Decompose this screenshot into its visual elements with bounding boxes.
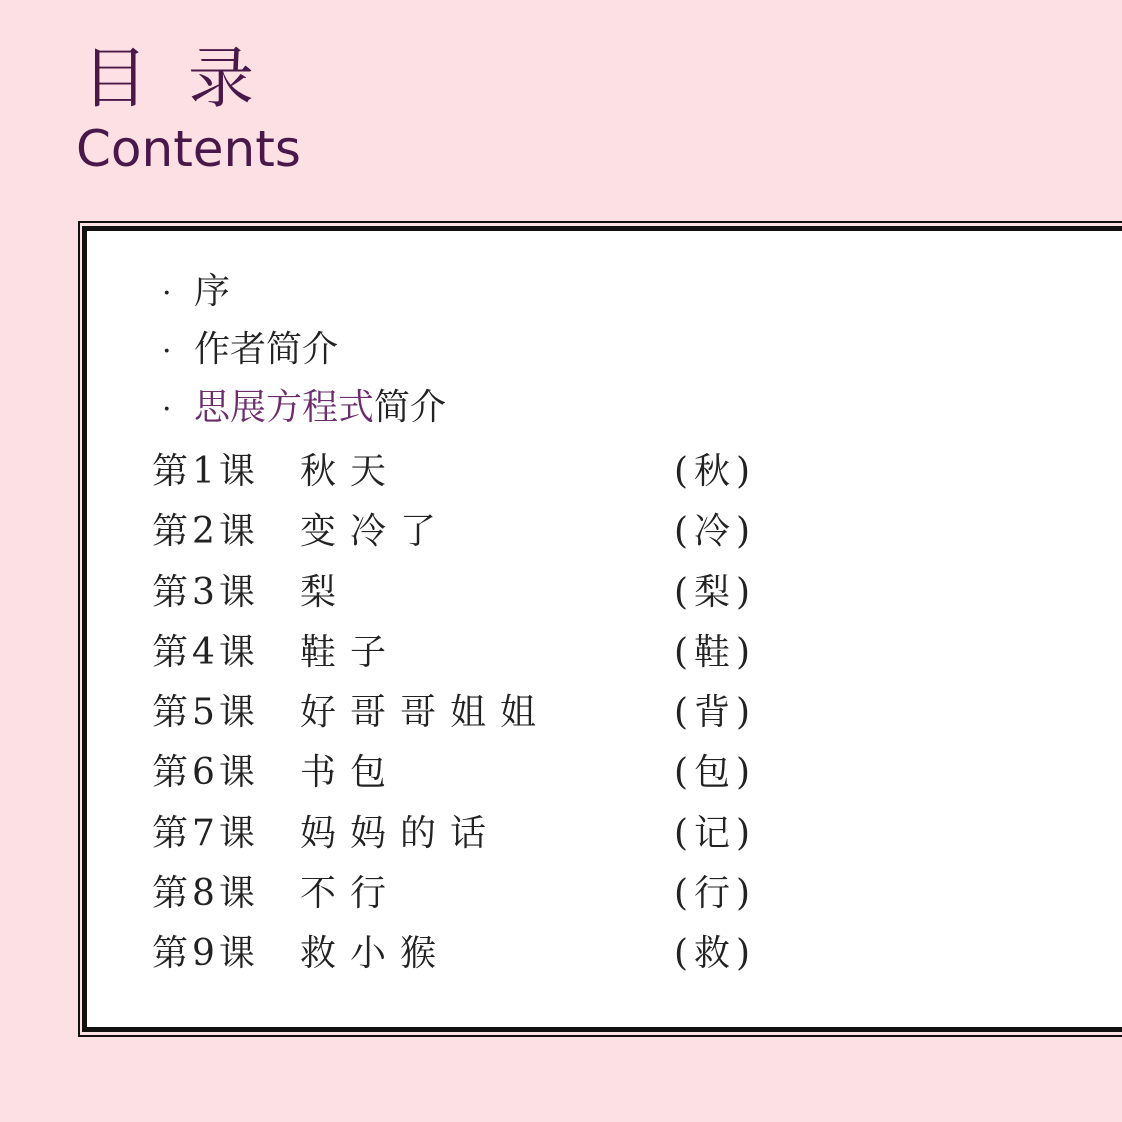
lesson-row-4[interactable] [152,629,792,689]
lesson-key-character: (行) [674,873,757,915]
lesson-title: 鞋子 [300,631,401,673]
lesson-list [152,448,792,991]
lesson-number: 第3课 [152,571,259,613]
page-title-english: Contents [76,120,301,178]
lesson-title: 妈妈的话 [300,812,501,854]
intro-item-method[interactable] [162,386,446,444]
lesson-title: 梨 [300,571,351,613]
lesson-row-3[interactable] [152,569,792,629]
lesson-number: 第9课 [152,933,259,975]
lesson-title: 书包 [300,752,401,794]
lesson-number: 第5课 [152,692,259,734]
lesson-row-7[interactable] [152,810,792,870]
lesson-row-8[interactable] [152,870,792,930]
intro-item-label: 简介 [374,387,447,428]
lesson-number: 第7课 [152,812,259,854]
intro-list [162,270,446,444]
intro-item-accent: 思展方程式 [194,387,375,428]
lesson-title: 好哥哥姐姐 [300,692,551,734]
page-title-chinese: 目录 [82,40,294,117]
lesson-key-character: (鞋) [674,631,757,673]
lesson-row-5[interactable] [152,689,792,749]
lesson-number: 第4课 [152,631,259,673]
lesson-number: 第1课 [152,451,259,492]
lesson-row-6[interactable] [152,749,792,809]
bullet-dot: · [162,392,172,427]
intro-item-label: 作者简介 [194,329,339,370]
lesson-key-character: (冷) [674,511,757,553]
lesson-row-1[interactable] [152,448,792,508]
lesson-key-character: (救) [674,933,757,975]
lesson-title: 秋天 [300,451,401,492]
lesson-title: 不行 [300,873,401,915]
lesson-key-character: (背) [674,692,757,734]
lesson-number: 第8课 [152,873,259,915]
bullet-dot: · [162,334,172,369]
lesson-key-character: (梨) [674,571,757,613]
lesson-title: 救小猴 [300,933,451,975]
lesson-key-character: (记) [674,812,757,854]
intro-item-preface[interactable] [162,270,446,328]
lesson-row-2[interactable] [152,508,792,568]
bullet-dot: · [162,276,172,311]
lesson-key-character: (秋) [674,451,757,492]
lesson-key-character: (包) [674,752,757,794]
lesson-row-9[interactable] [152,930,792,990]
lesson-number: 第2课 [152,511,259,553]
intro-item-author[interactable] [162,328,446,386]
lesson-title: 变冷了 [300,511,451,553]
lesson-number: 第6课 [152,752,259,794]
intro-item-label: 序 [194,271,231,312]
